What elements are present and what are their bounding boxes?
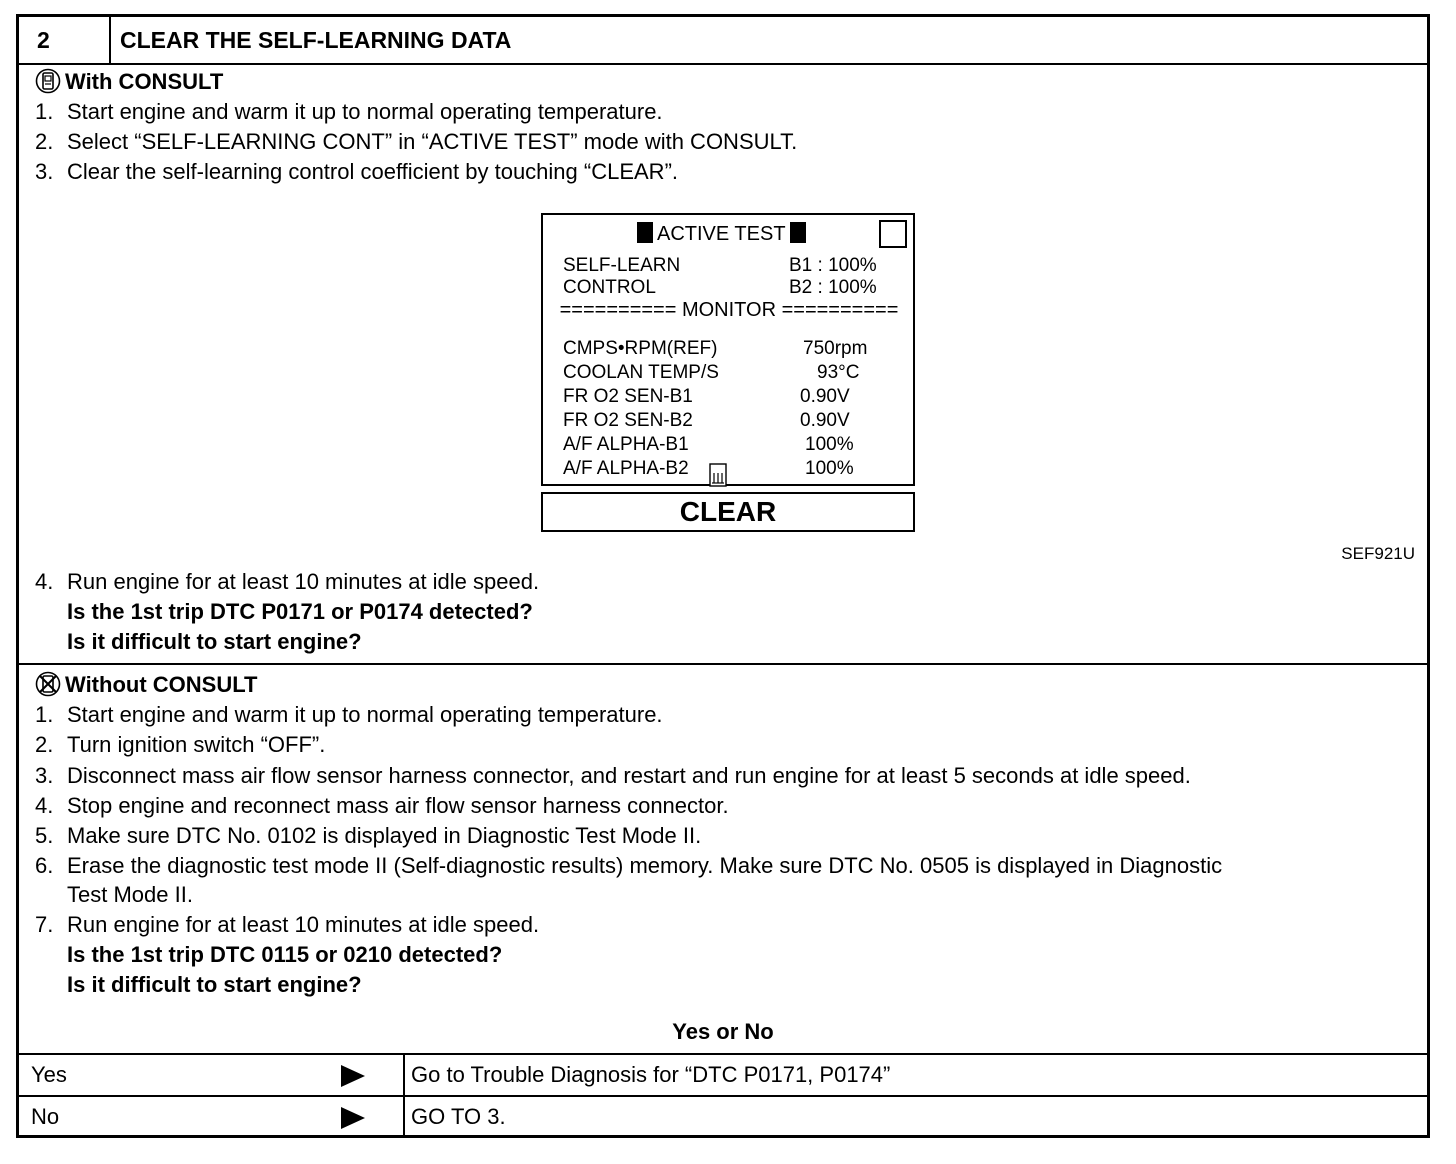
answer-action: Go to Trouble Diagnosis for “DTC P0171, P0174” — [411, 1062, 891, 1087]
row-divider — [403, 1097, 405, 1137]
without-step-1: 1. Start engine and warm it up to normal operating temperature. — [35, 702, 663, 727]
screen-checkbox — [879, 220, 907, 248]
answer-row-yes — [19, 1053, 1427, 1095]
monitor-value: 0.90V — [800, 410, 850, 431]
step-header — [19, 17, 1427, 65]
b1-value: B1 : 100% — [789, 255, 877, 276]
self-learn-label: SELF-LEARN — [563, 255, 681, 276]
step-number: 2 — [19, 17, 111, 63]
section-divider — [19, 663, 1427, 665]
with-consult-heading: With CONSULT — [35, 67, 223, 102]
monitor-value: 0.90V — [800, 386, 850, 407]
with-step-1: 1. Start engine and warm it up to normal operating temperature. — [35, 99, 663, 124]
with-step-3: 3. Clear the self-learning control coefficient by touching “CLEAR”. — [35, 159, 679, 184]
answer-label: Yes — [31, 1062, 67, 1087]
without-step-7: 7. Run engine for at least 10 minutes at idle speed. — [35, 912, 540, 937]
clear-button[interactable]: CLEAR — [541, 492, 915, 532]
title-block-right — [790, 222, 806, 243]
monitor-divider: ========== MONITOR ========== — [559, 299, 899, 321]
answer-row-no — [19, 1095, 1427, 1137]
with-step-4: 4. Run engine for at least 10 minutes at idle speed. — [35, 569, 540, 594]
screen-title: ACTIVE TEST — [633, 221, 810, 247]
monitor-label: A/F ALPHA-B2 — [563, 458, 689, 479]
monitor-label: FR O2 SEN-B2 — [563, 410, 693, 431]
without-question-1: Is the 1st trip DTC 0115 or 0210 detected? — [67, 942, 503, 967]
b2-value: B2 : 100% — [789, 277, 877, 298]
monitor-label: A/F ALPHA-B1 — [563, 434, 689, 455]
monitor-value: 93°C — [817, 362, 860, 383]
diagnostic-step-frame — [16, 14, 1430, 1138]
step-title: CLEAR THE SELF-LEARNING DATA — [120, 27, 512, 53]
control-label: CONTROL — [563, 277, 656, 298]
answer-action: GO TO 3. — [411, 1104, 506, 1129]
row-divider — [403, 1055, 405, 1095]
arrow-right-icon — [341, 1107, 365, 1129]
without-step-5: 5. Make sure DTC No. 0102 is displayed in Diagnostic Test Mode II. — [35, 823, 702, 848]
monitor-label: CMPS•RPM(REF) — [563, 338, 718, 359]
without-step-2: 2. Turn ignition switch “OFF”. — [35, 732, 326, 757]
arrow-right-icon — [341, 1065, 365, 1087]
monitor-label: FR O2 SEN-B1 — [563, 386, 693, 407]
yes-or-no-title: Yes or No — [672, 1019, 774, 1044]
consult-screen — [541, 213, 915, 486]
figure-reference: SEF921U — [1341, 544, 1415, 563]
without-step-6: 6. Erase the diagnostic test mode II (Self-diagnostic results) memory. Make sure DTC No. 0505 is displayed in Diagnostic — [35, 853, 1223, 878]
without-step-4: 4. Stop engine and reconnect mass air flow sensor harness connector. — [35, 793, 729, 818]
without-consult-heading: Without CONSULT — [35, 670, 257, 705]
touch-finger-icon — [709, 463, 727, 492]
with-question-2: Is it difficult to start engine? — [67, 629, 362, 654]
monitor-value: 750rpm — [803, 338, 868, 359]
monitor-label: COOLAN TEMP/S — [563, 362, 719, 383]
without-question-2: Is it difficult to start engine? — [67, 972, 362, 997]
with-step-2: 2. Select “SELF-LEARNING CONT” in “ACTIVE TEST” mode with CONSULT. — [35, 129, 798, 154]
monitor-value: 100% — [805, 458, 854, 479]
without-step-6-cont: Test Mode II. — [67, 882, 193, 907]
with-question-1: Is the 1st trip DTC P0171 or P0174 detected? — [67, 599, 533, 624]
without-step-3: 3. Disconnect mass air flow sensor harness connector, and restart and run engine for at least 5 seconds at idle speed. — [35, 763, 1191, 788]
title-block-left — [637, 222, 653, 243]
monitor-value: 100% — [805, 434, 854, 455]
answer-label: No — [31, 1104, 60, 1129]
